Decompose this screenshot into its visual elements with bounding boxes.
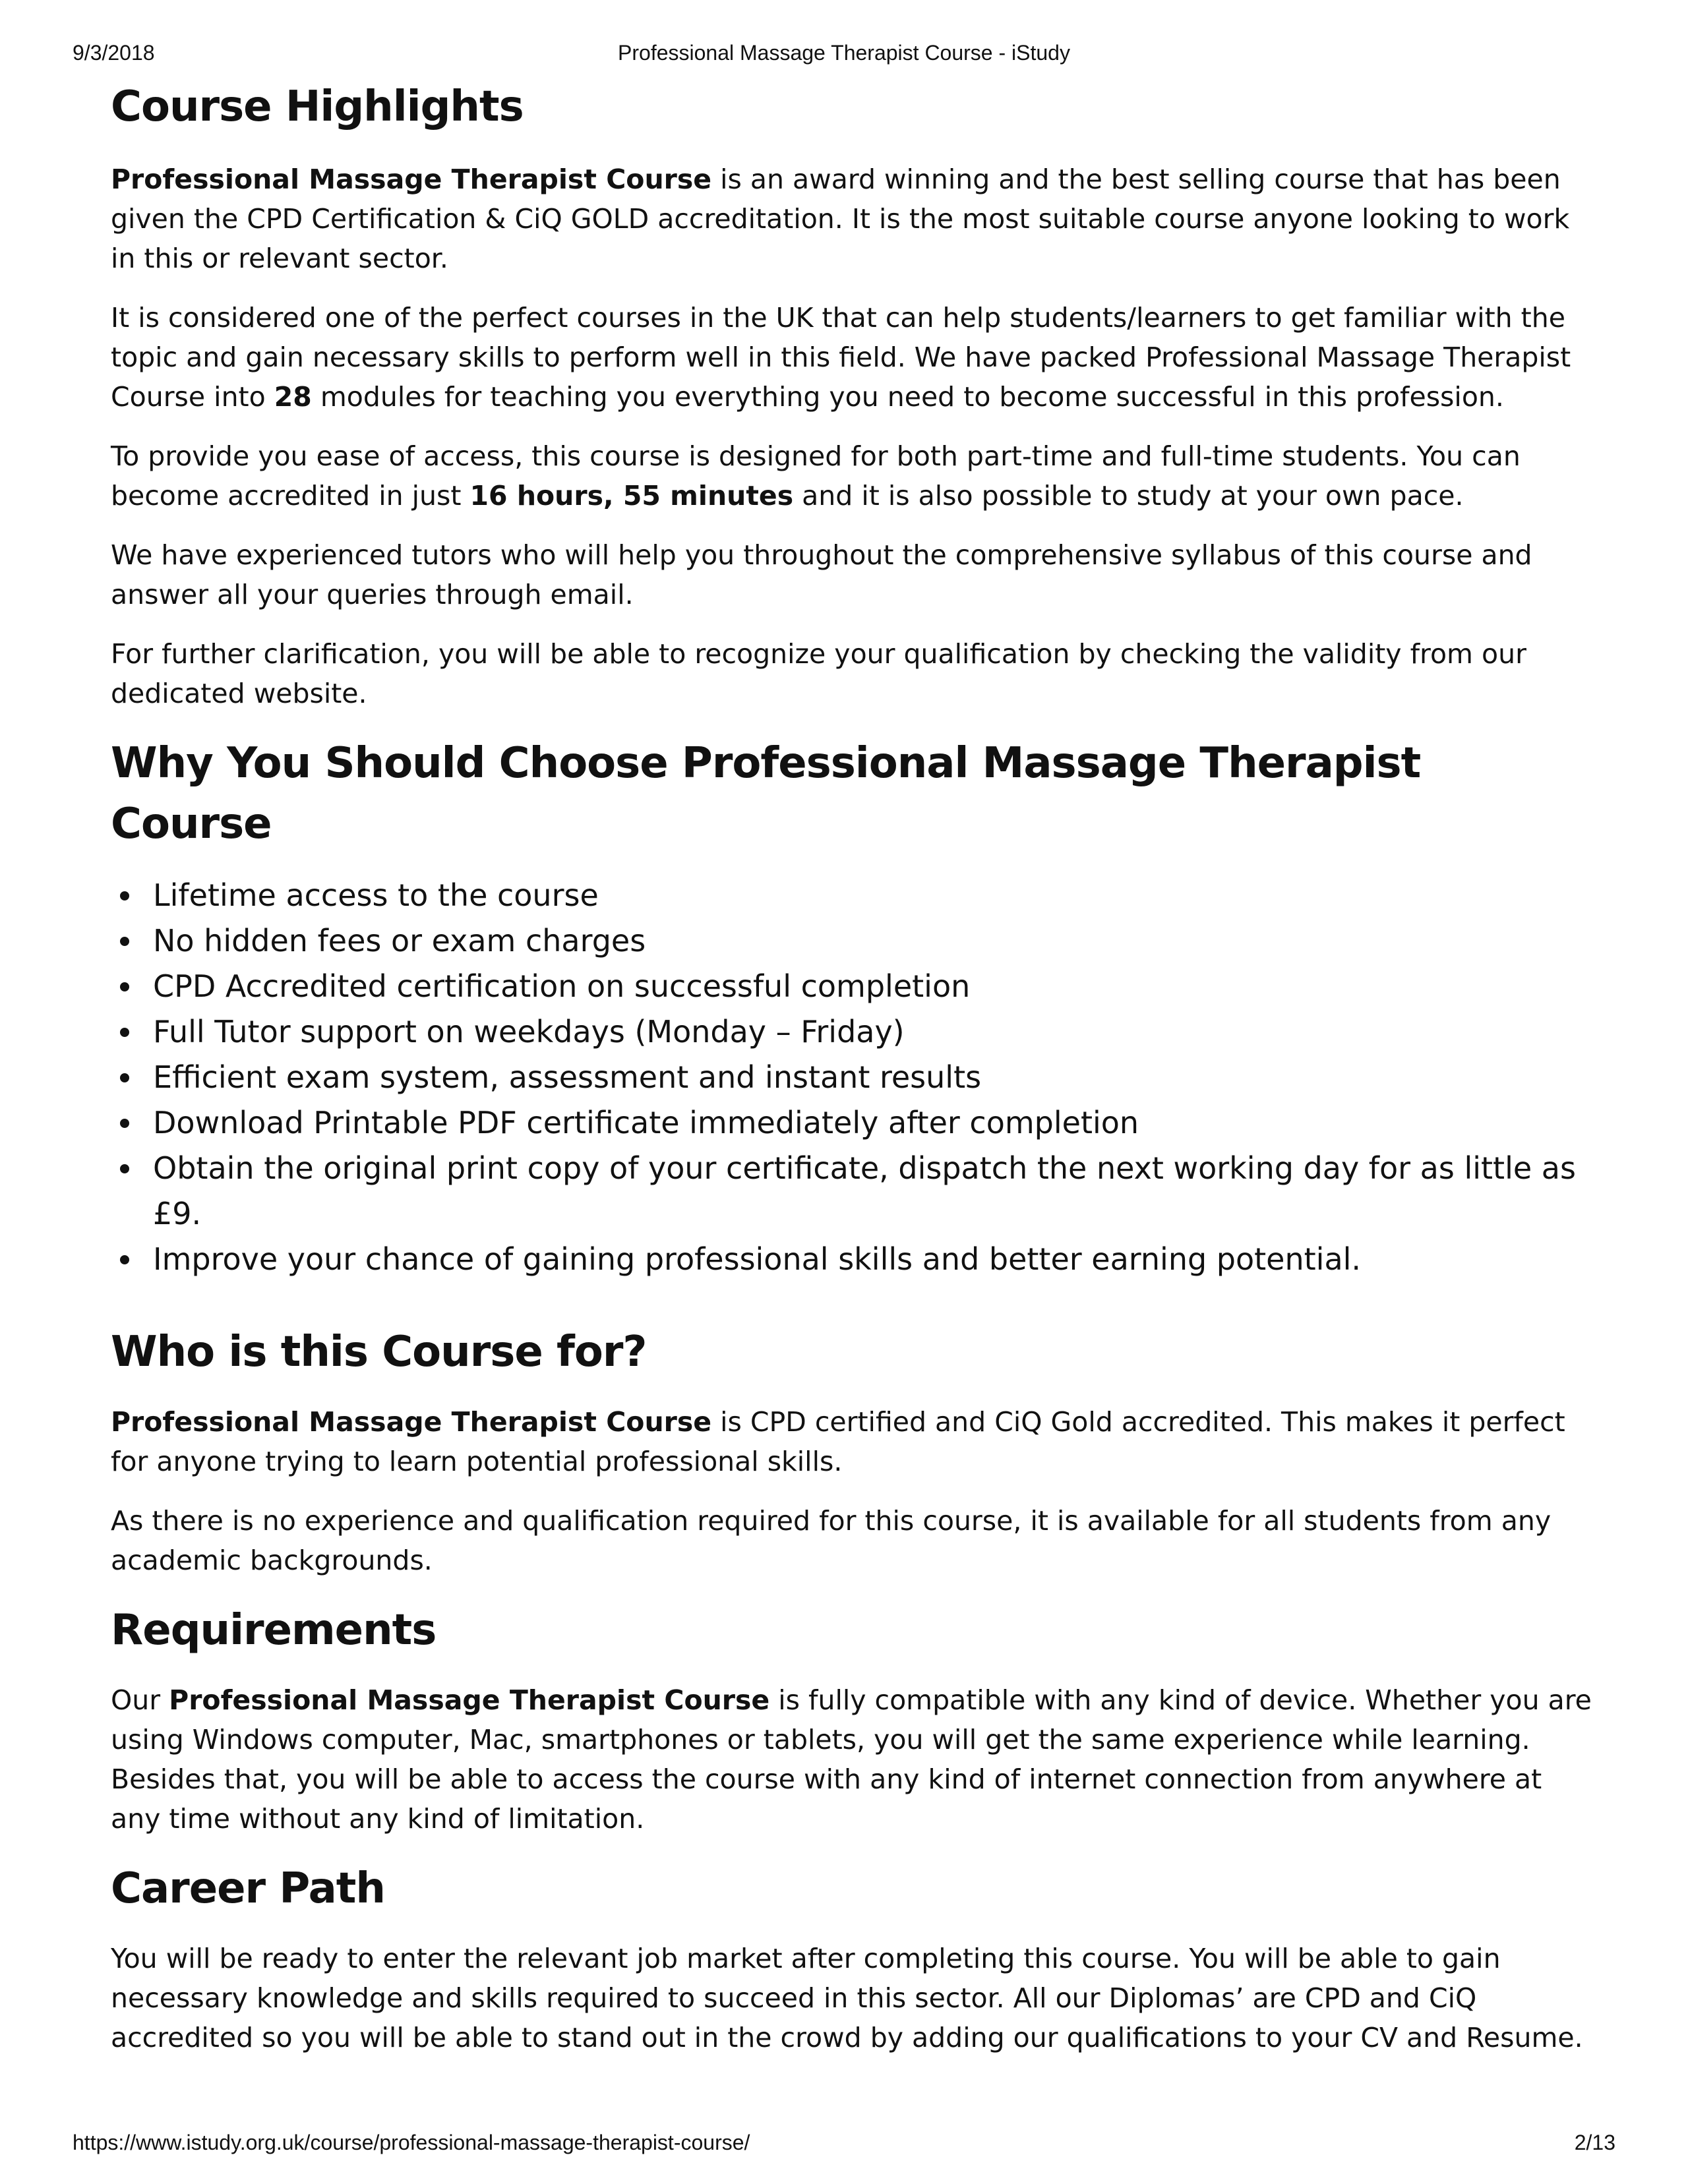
course-name-bold: Professional Massage Therapist Course: [169, 1684, 770, 1716]
course-highlights-section: [111, 76, 1594, 713]
requirements-paragraph: Our Professional Massage Therapist Course is fully compatible with any kind of device. Whether you are using Windows computer, Mac, smartphones or tablets, you will get the same experience while learning. Besides that, you will be able to access the course with any kind of internet connection from anywhere at any time without any kind of limitation.: [111, 1684, 1592, 1835]
list-item: Improve your chance of gaining professional skills and better earning potential.: [111, 1237, 1594, 1282]
print-page-title: Professional Massage Therapist Course - iStudy: [618, 41, 1070, 65]
list-item: Download Printable PDF certificate immediately after completion: [111, 1100, 1594, 1146]
list-item: Obtain the original print copy of your certificate, dispatch the next working day for as little as £9.: [111, 1146, 1594, 1237]
print-date: 9/3/2018: [73, 41, 155, 65]
module-count: 28: [274, 381, 312, 413]
why-choose-heading: Why You Should Choose Professional Massage Therapist Course: [111, 739, 1421, 848]
who-is-course-for-section: [111, 1322, 1594, 1580]
career-path-section: [111, 1858, 1594, 2057]
who-paragraph-1: Professional Massage Therapist Course is CPD certified and CiQ Gold accredited. This makes it perfect for anyone trying to learn potential professional skills.: [111, 1406, 1565, 1477]
print-footer: [73, 2131, 1615, 2157]
highlights-paragraph-4: We have experienced tutors who will help you throughout the comprehensive syllabus of this course and answer all your queries through email.: [111, 539, 1532, 610]
highlights-paragraph-2: It is considered one of the perfect courses in the UK that can help students/learners to get familiar with the topic and gain necessary skills to perform well in this field. We have packed Professional Massage Therapist Course into 28 modules for teaching you everything you need to become successful in this profession.: [111, 302, 1571, 413]
highlights-paragraph-1: Professional Massage Therapist Course is an award winning and the best selling course that has been given the CPD Certification & CiQ GOLD accreditation. It is the most suitable course anyone looking to work in this or relevant sector.: [111, 163, 1570, 274]
benefits-list: [111, 873, 1594, 1282]
list-item: Efficient exam system, assessment and instant results: [111, 1055, 1594, 1100]
list-item: Lifetime access to the course: [111, 873, 1594, 918]
list-item: Full Tutor support on weekdays (Monday – Friday): [111, 1009, 1594, 1055]
career-paragraph: You will be ready to enter the relevant job market after completing this course. You will be able to gain necessary knowledge and skills required to succeed in this sector. All our Diplomas’ are CPD and CiQ accredited so you will be able to stand out in the crowd by adding our qualifications to your CV and Resume.: [111, 1943, 1583, 2053]
page-number: 2/13: [1574, 2131, 1615, 2154]
who-is-course-for-heading: Who is this Course for?: [111, 1328, 647, 1376]
list-item: CPD Accredited certification on successful completion: [111, 964, 1594, 1009]
course-duration: 16 hours, 55 minutes: [469, 480, 794, 512]
career-path-heading: Career Path: [111, 1864, 385, 1913]
print-header: [73, 41, 1615, 67]
highlights-paragraph-3: To provide you ease of access, this course is designed for both part-time and full-time students. You can become accredited in just 16 hours, 55 minutes and it is also possible to study at your own pace.: [111, 440, 1521, 512]
course-name-bold: Professional Massage Therapist Course: [111, 163, 712, 195]
why-choose-section: [111, 733, 1594, 1282]
article-content: [111, 76, 1594, 2077]
who-paragraph-2: As there is no experience and qualification required for this course, it is available for all students from any academic backgrounds.: [111, 1505, 1552, 1576]
course-highlights-heading: Course Highlights: [111, 82, 524, 131]
page-url: https://www.istudy.org.uk/course/professional-massage-therapist-course/: [73, 2131, 750, 2154]
requirements-section: [111, 1600, 1594, 1839]
highlights-paragraph-5: For further clarification, you will be able to recognize your qualification by checking the validity from our dedicated website.: [111, 638, 1526, 709]
requirements-heading: Requirements: [111, 1606, 437, 1655]
list-item: No hidden fees or exam charges: [111, 918, 1594, 964]
course-name-bold: Professional Massage Therapist Course: [111, 1406, 712, 1438]
